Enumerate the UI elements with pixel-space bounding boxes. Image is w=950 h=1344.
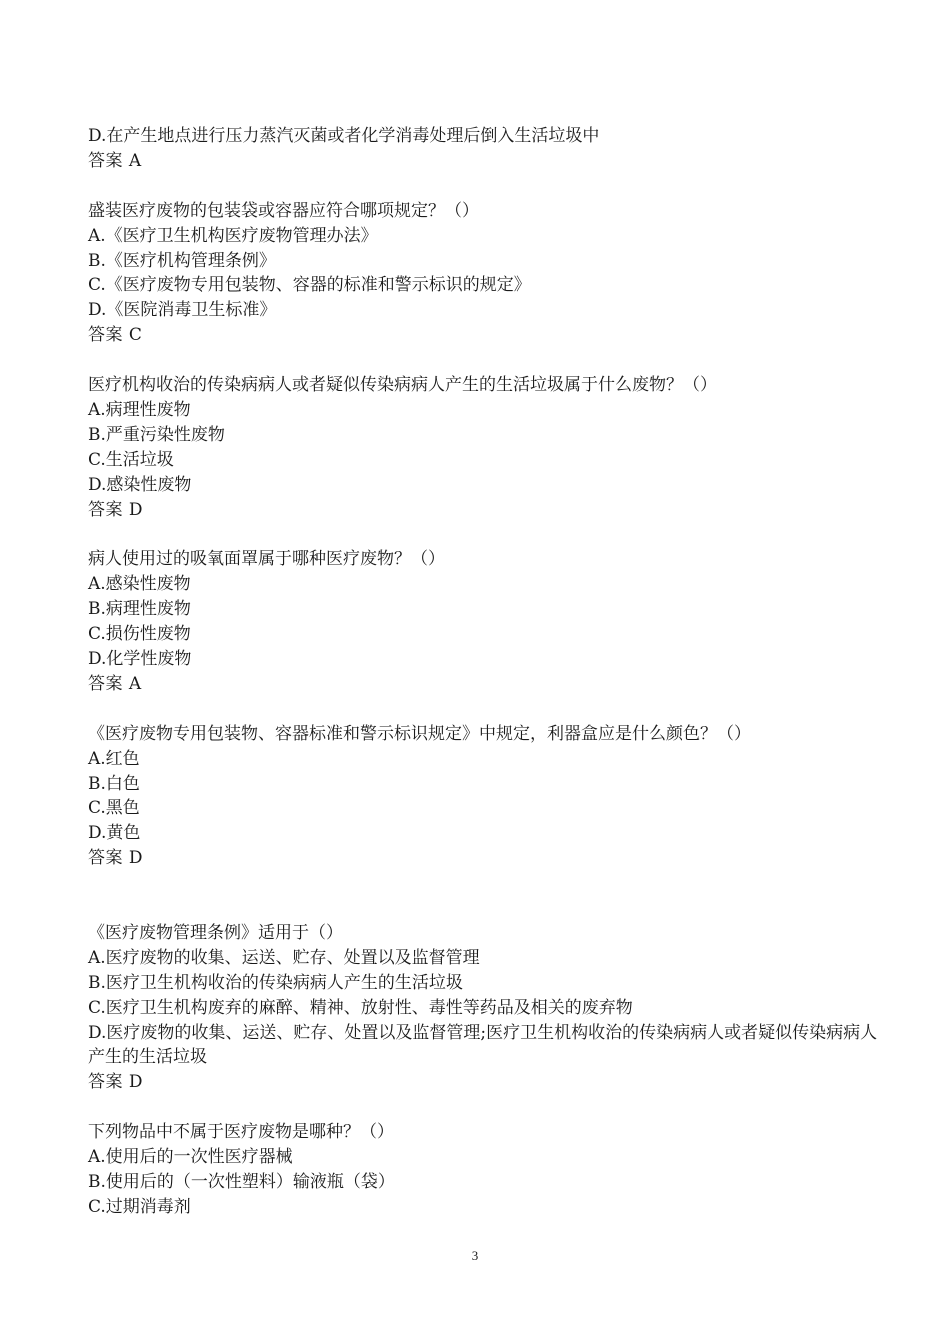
answer: 答案 C [88, 325, 143, 346]
question-block [88, 547, 878, 696]
option-a: A.感染性废物 [88, 574, 191, 595]
option-c: C.《医疗废物专用包装物、容器的标准和警示标识的规定》 [88, 275, 531, 296]
option-c: C.医疗卫生机构废弃的麻醉、精神、放射性、毒性等药品及相关的废弃物 [88, 997, 633, 1018]
document-page [88, 124, 878, 1220]
option-b: B.《医疗机构管理条例》 [88, 250, 276, 271]
question-stem: 盛装医疗废物的包装袋或容器应符合哪项规定？（） [88, 200, 479, 221]
question-block [88, 1120, 878, 1220]
option-d: D.《医院消毒卫生标准》 [88, 300, 277, 321]
question-stem: 《医疗废物专用包装物、容器标准和警示标识规定》中规定，利器盒应是什么颜色？（） [88, 723, 751, 744]
option-c: C.生活垃圾 [88, 449, 174, 470]
page-number: 3 [471, 1248, 479, 1263]
option-d: D.在产生地点进行压力蒸汽灭菌或者化学消毒处理后倒入生活垃圾中 [88, 126, 600, 146]
option-b: B.医疗卫生机构收治的传染病病人产生的生活垃圾 [88, 972, 463, 993]
question-block [88, 199, 878, 348]
option-d: D.黄色 [88, 823, 141, 844]
option-d: D.化学性废物 [88, 648, 192, 669]
question-stem: 下列物品中不属于医疗废物是哪种？（） [88, 1122, 394, 1143]
option-b: B.白色 [88, 773, 140, 794]
option-a: A.病理性废物 [88, 399, 191, 420]
option-b: B.使用后的（一次性塑料）输液瓶（袋） [88, 1171, 395, 1192]
option-a: A.红色 [88, 748, 140, 769]
question-stem: 病人使用过的吸氧面罩属于哪种医疗废物？（） [88, 549, 445, 570]
question-block [88, 722, 878, 871]
question-stem: 《医疗废物管理条例》适用于（） [88, 922, 343, 943]
option-c: C.黑色 [88, 798, 140, 819]
option-a: A.《医疗卫生机构医疗废物管理办法》 [88, 225, 378, 246]
answer: 答案 D [88, 499, 144, 520]
question-block [88, 373, 878, 522]
question-block [88, 921, 878, 1095]
option-b: B.病理性废物 [88, 599, 191, 620]
answer: 答案 D [88, 1072, 144, 1093]
answer: 答案 A [88, 673, 142, 694]
option-d: D.医疗废物的收集、运送、贮存、处置以及监督管理;医疗卫生机构收治的传染病病人或者疑似传染病病人产生的生活垃圾 [88, 1022, 878, 1068]
option-a: A.使用后的一次性医疗器械 [88, 1147, 293, 1168]
option-a: A.医疗废物的收集、运送、贮存、处置以及监督管理 [88, 947, 480, 968]
option-b: B.严重污染性废物 [88, 424, 225, 445]
option-c: C.损伤性废物 [88, 624, 191, 645]
option-c: C.过期消毒剂 [88, 1196, 191, 1217]
answer: 答案 D [88, 848, 144, 869]
answer: 答案 A [88, 150, 142, 171]
question-stem: 医疗机构收治的传染病病人或者疑似传染病病人产生的生活垃圾属于什么废物？（） [88, 375, 717, 396]
option-d: D.感染性废物 [88, 474, 192, 495]
